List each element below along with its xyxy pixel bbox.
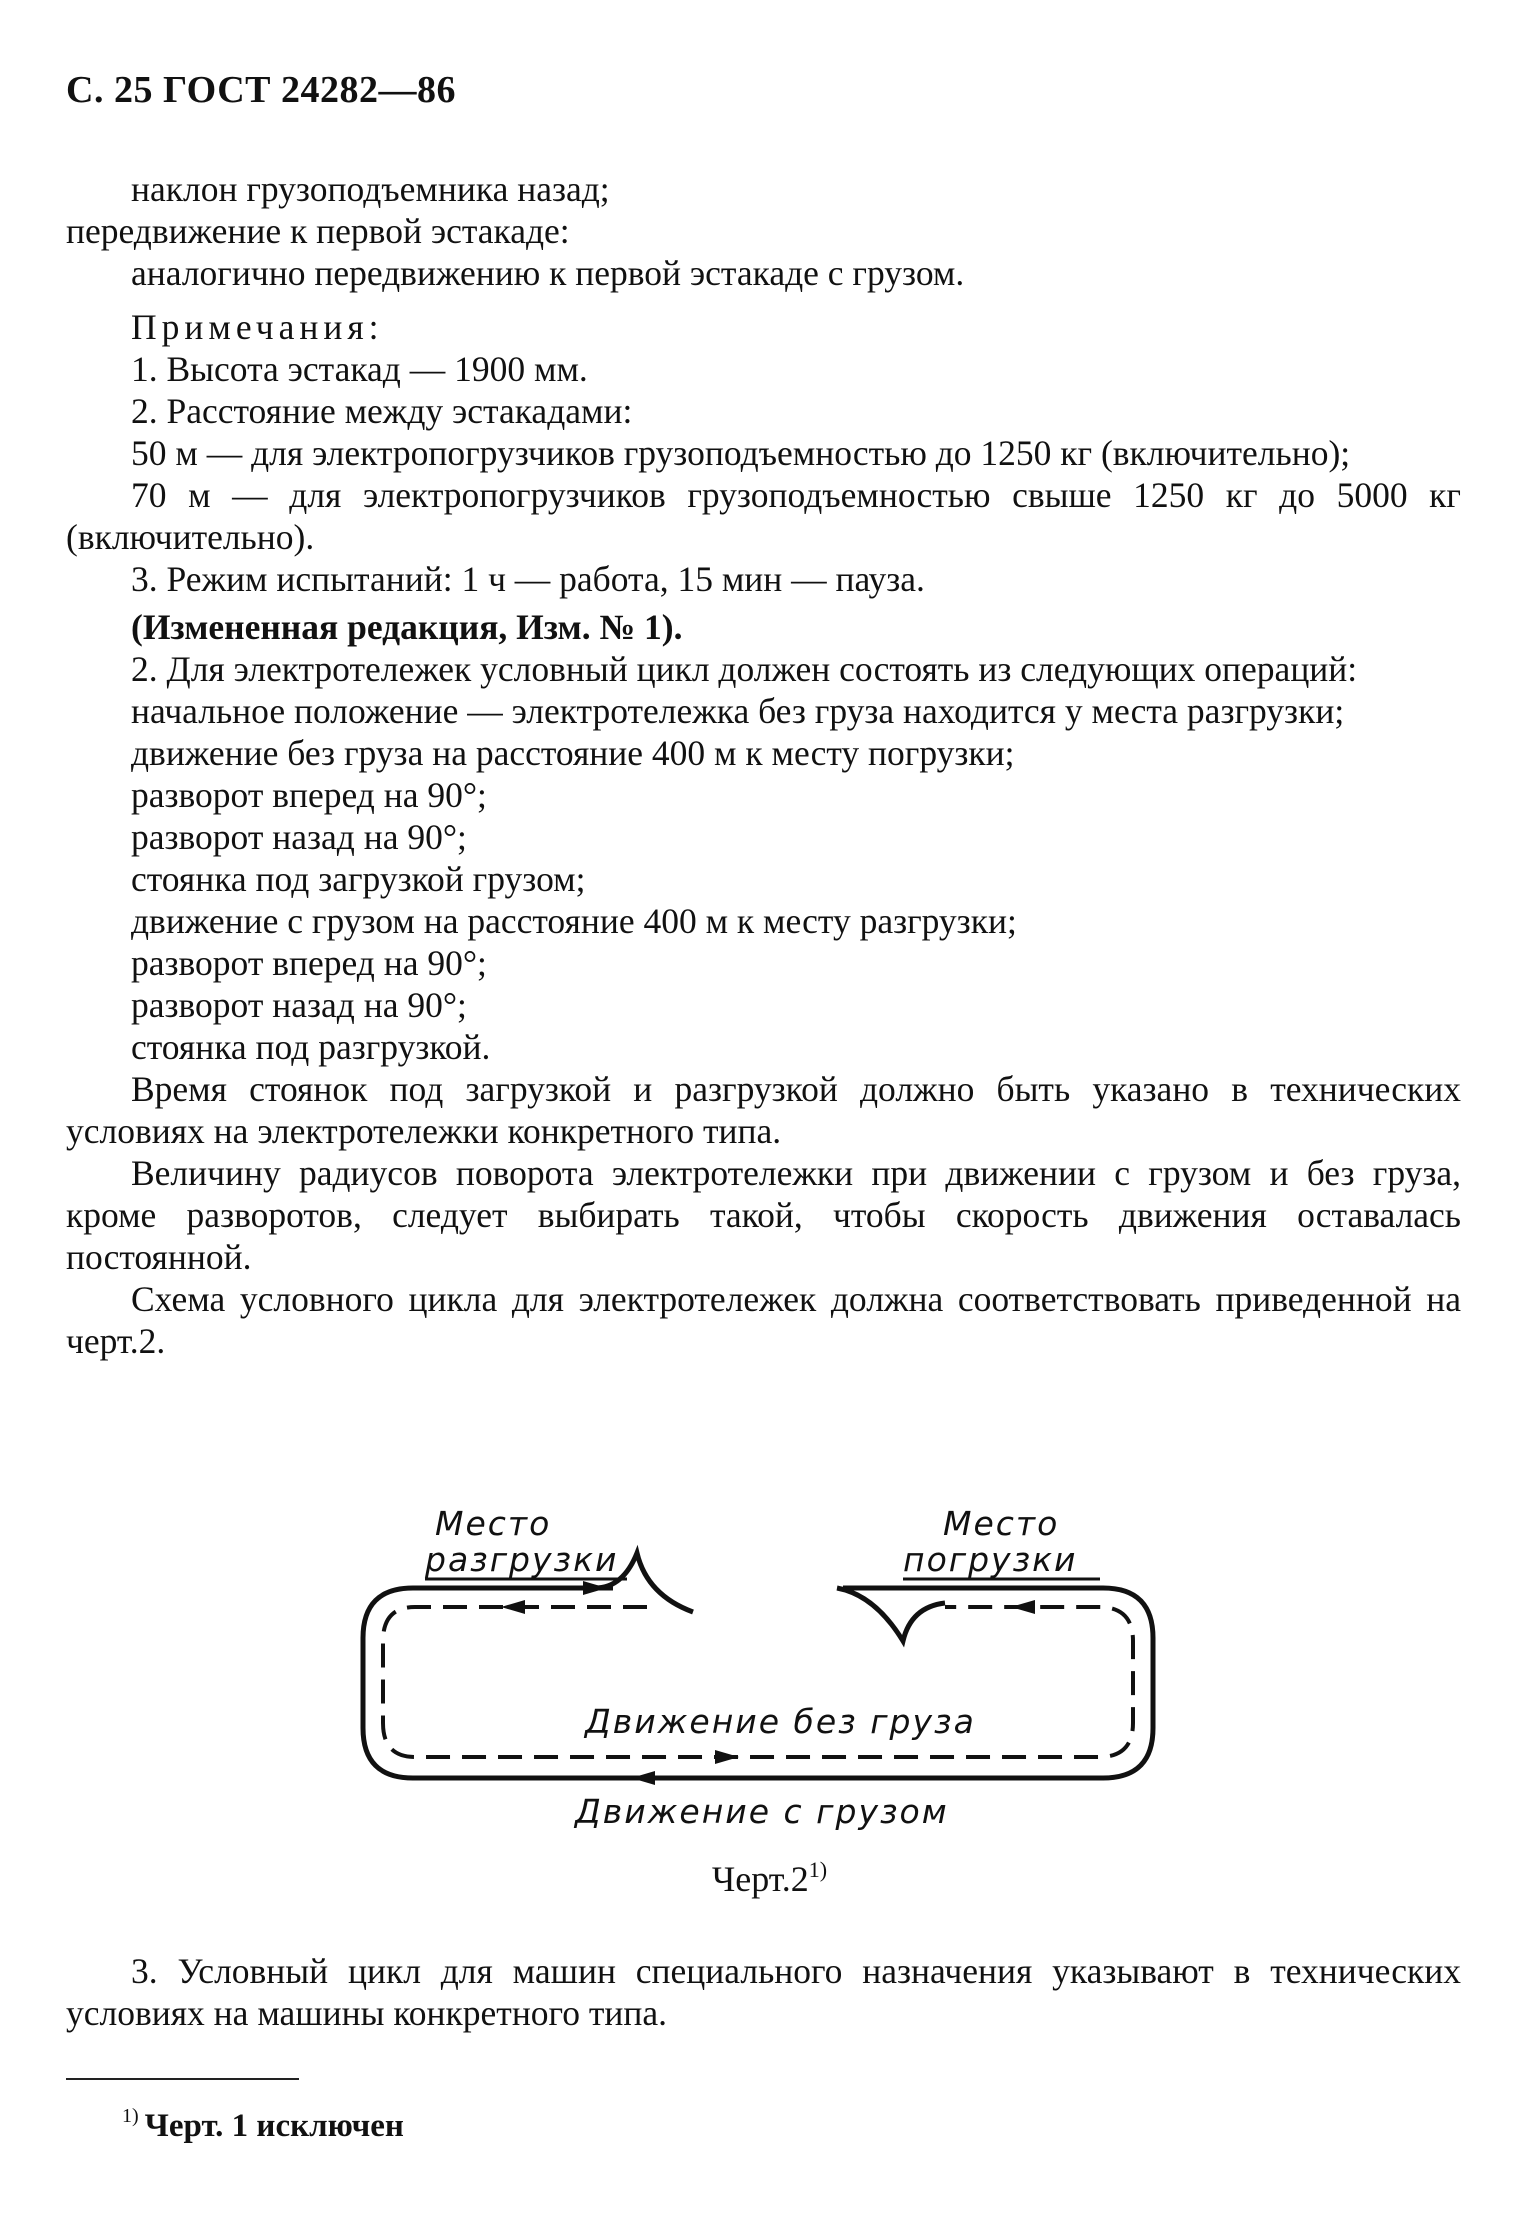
notes-heading: Примечания: (131, 307, 384, 347)
paragraph: 2. Для электротележек условный цикл должен состоять из следующих операций: (131, 649, 1358, 689)
note-item: 50 м — для электропогрузчиков грузоподъемностью до 1250 кг (включительно); (131, 433, 1351, 473)
cycle-diagram-svg (355, 1495, 1175, 1835)
paragraph: 3. Условный цикл для машин специального назначения указывают в технических условиях на машины конкретного типа. (66, 1951, 1461, 2033)
text-line: аналогично передвижению к первой эстакаде с грузом. (131, 253, 965, 293)
load-turn-v (837, 1588, 945, 1641)
amendment-note: (Измененная редакция, Изм. № 1). (131, 607, 683, 647)
operation-item: движение с грузом на расстояние 400 м к месту разгрузки; (131, 901, 1017, 941)
figure-caption (0, 1858, 1539, 1900)
load-place-label-2: погрузки (903, 1540, 1078, 1579)
operation-item: разворот назад на 90°; (131, 817, 467, 857)
operation-item: разворот назад на 90°; (131, 985, 467, 1025)
load-place-label-1: Место (943, 1504, 1060, 1543)
closing-text (66, 1950, 1461, 2034)
paragraph: Схема условного цикла для электротележек должна соответствовать приведенной на черт.2. (66, 1279, 1461, 1361)
operation-item: стоянка под разгрузкой. (131, 1027, 491, 1067)
note-item: 70 м — для электропогрузчиков грузоподъемностью свыше 1250 кг до 5000 кг (включительно). (66, 475, 1461, 557)
footnote-mark: 1) (122, 2105, 139, 2127)
loaded-path-line (363, 1588, 1153, 1778)
operation-item: движение без груза на расстояние 400 м к месту погрузки; (131, 733, 1015, 773)
arrow-right-icon (583, 1581, 607, 1595)
footnote (122, 2105, 404, 2145)
arrow-right-icon (715, 1750, 739, 1764)
operation-item: начальное положение — электротележка без груза находится у места разгрузки; (131, 691, 1345, 731)
main-text (66, 168, 1461, 1362)
figure-caption-text: Черт.2 (711, 1859, 809, 1899)
text-line: наклон грузоподъемника назад; (131, 169, 610, 209)
note-item: 2. Расстояние между эстакадами: (131, 391, 633, 431)
arrow-left-icon (501, 1600, 525, 1614)
note-item: 1. Высота эстакад — 1900 мм. (131, 349, 588, 389)
footnote-text: Черт. 1 исключен (144, 2108, 404, 2144)
paragraph: Величину радиусов поворота электротележки при движении с грузом и без груза, кроме разворотов, следует выбирать такой, чтобы скорость движения оставалась постоянной. (66, 1153, 1461, 1277)
text-line: передвижение к первой эстакаде: (66, 211, 570, 251)
page-header: С. 25 ГОСТ 24282—86 (66, 69, 456, 111)
paragraph: Время стоянок под загрузкой и разгрузкой должно быть указано в технических условиях на электротележки конкретного типа. (66, 1069, 1461, 1151)
figure-caption-note: 1) (808, 1857, 828, 1882)
arrow-left-icon (1011, 1600, 1035, 1614)
arrow-left-icon (631, 1771, 655, 1785)
unload-place-label-1: Место (435, 1504, 552, 1543)
cycle-diagram (355, 1495, 1175, 1835)
operation-item: разворот вперед на 90°; (131, 943, 487, 983)
unload-place-label-2: разгрузки (425, 1540, 619, 1579)
operation-item: разворот вперед на 90°; (131, 775, 487, 815)
note-item: 3. Режим испытаний: 1 ч — работа, 15 мин — пауза. (131, 559, 925, 599)
loaded-motion-label: Движение с грузом (575, 1792, 949, 1831)
operation-item: стоянка под загрузкой грузом; (131, 859, 586, 899)
empty-motion-label: Движение без груза (585, 1702, 976, 1741)
footnote-divider (66, 2078, 299, 2080)
